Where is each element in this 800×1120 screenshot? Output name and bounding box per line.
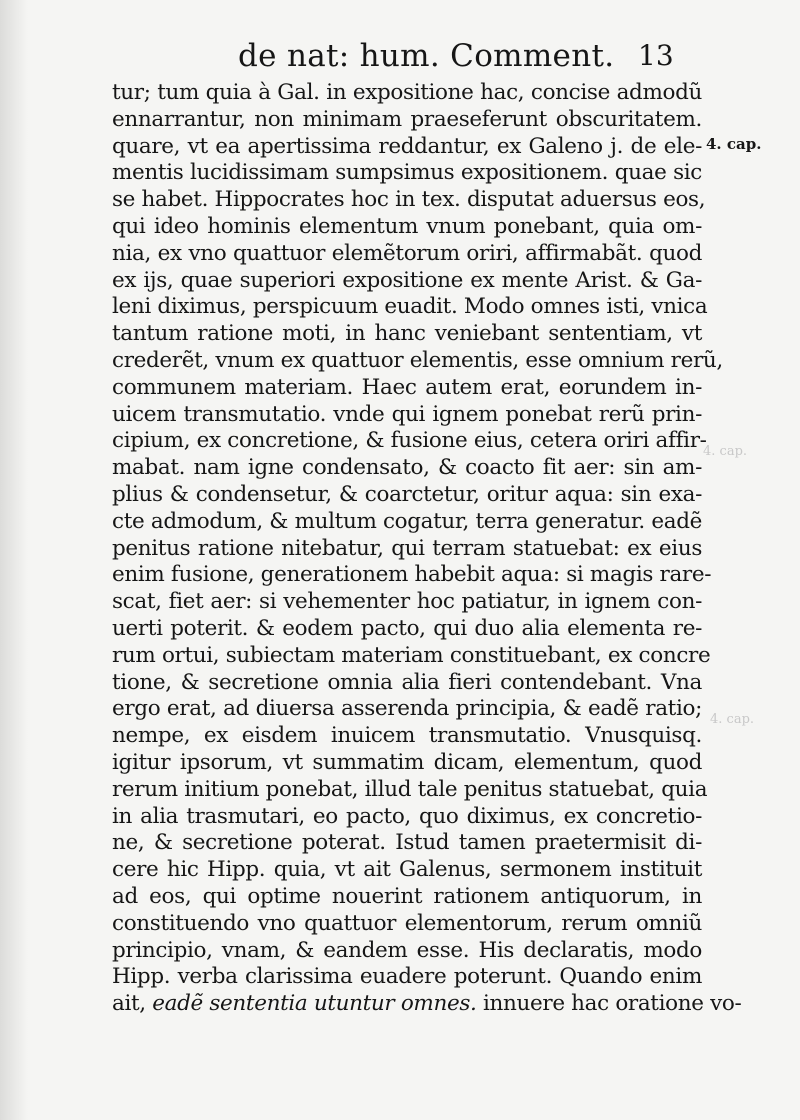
text-line: ne, & secretione poterat. Istud tamen praetermisit di- <box>112 830 702 856</box>
text-line: rerum initium ponebat, illud tale penitus statuebat, quia <box>112 776 708 802</box>
margin-note: 4. cap. <box>706 135 762 153</box>
running-header: de nat: hum. Comment. <box>238 38 615 74</box>
text-line-last <box>112 991 742 1018</box>
text-line: scat, fiet aer: si vehementer hoc patiatur, in ignem con- <box>112 589 702 615</box>
text-line: ad eos, qui optime nouerint rationem antiquorum, in <box>112 883 702 909</box>
page-number: 13 <box>638 39 674 72</box>
text-line: nempe, ex eisdem inuicem transmutatio. Vnusquisq. <box>112 723 702 749</box>
last-line-suffix: innuere hac oratione vo- <box>476 991 742 1017</box>
text-line: rum ortui, subiectam materiam constituebant, ex concre <box>112 642 711 668</box>
text-line: mentis lucidissimam sumpsimus expositionem. quae sic <box>112 160 702 186</box>
last-line-prefix: ait, <box>112 991 153 1017</box>
text-line: cipium, ex concretione, & fusione eius, cetera oriri affir- <box>112 428 707 454</box>
text-line: ennarrantur, non minimam praeseferunt obscuritatem. <box>112 106 702 132</box>
text-line: plius & condensetur, & coarctetur, oritur aqua: sin exa- <box>112 481 702 507</box>
text-line: mabat. nam igne condensato, & coacto fit aer: sin am- <box>112 455 702 481</box>
page-edge-shadow <box>0 0 28 1120</box>
text-line: in alia trasmutari, eo pacto, quo diximus, ex concretio- <box>112 803 702 829</box>
text-line: tur; tum quia à Gal. in expositione hac, concise admodũ <box>112 80 702 105</box>
italic-quotation: eadẽ sententia utuntur omnes. <box>152 991 477 1017</box>
text-line: constituendo vno quattuor elementorum, rerum omniũ <box>112 910 702 936</box>
text-line: uerti poterit. & eodem pacto, qui duo alia elementa re- <box>112 615 702 641</box>
text-line: ergo erat, ad diuersa asserenda principia, & eadẽ ratio; <box>112 696 702 722</box>
text-line: tantum ratione moti, in hanc veniebant sententiam, vt <box>112 321 702 347</box>
text-line: qui ideo hominis elementum vnum ponebant, quia om- <box>112 213 702 239</box>
text-line: quare, vt ea apertissima reddantur, ex Galeno j. de ele- <box>112 133 702 159</box>
text-line: cte admodum, & multum cogatur, terra generatur. eadẽ <box>112 508 702 534</box>
bleed-through-note: 4. cap. <box>703 444 748 459</box>
text-line: uicem transmutatio. vnde qui ignem ponebat rerũ prin- <box>112 401 702 427</box>
text-line: cere hic Hipp. quia, vt ait Galenus, sermonem instituit <box>112 857 702 883</box>
text-line: se habet. Hippocrates hoc in tex. disputat aduersus eos, <box>112 187 706 213</box>
text-line: principio, vnam, & eandem esse. His declaratis, modo <box>112 937 702 963</box>
text-line: crederẽt, vnum ex quattuor elementis, esse omnium rerũ, <box>112 347 723 373</box>
text-line: igitur ipsorum, vt summatim dicam, elementum, quod <box>112 749 702 775</box>
text-line: tione, & secretione omnia alia fieri contendebant. Vna <box>112 669 702 695</box>
text-line: leni diximus, perspicuum euadit. Modo omnes isti, vnica <box>112 294 708 320</box>
text-line: enim fusione, generationem habebit aqua: si magis rare- <box>112 562 712 588</box>
text-line: ex ijs, quae superiori expositione ex mente Arist. & Ga- <box>112 267 702 293</box>
text-line: nia, ex vno quattuor elemẽtorum oriri, affirmabãt. quod <box>112 240 702 266</box>
text-line: communem materiam. Haec autem erat, eorundem in- <box>112 374 702 400</box>
bleed-through-note: 4. cap. <box>710 712 755 727</box>
text-line: penitus ratione nitebatur, qui terram statuebat: ex eius <box>112 535 702 561</box>
text-line: Hipp. verba clarissima euadere poterunt. Quando enim <box>112 964 702 990</box>
